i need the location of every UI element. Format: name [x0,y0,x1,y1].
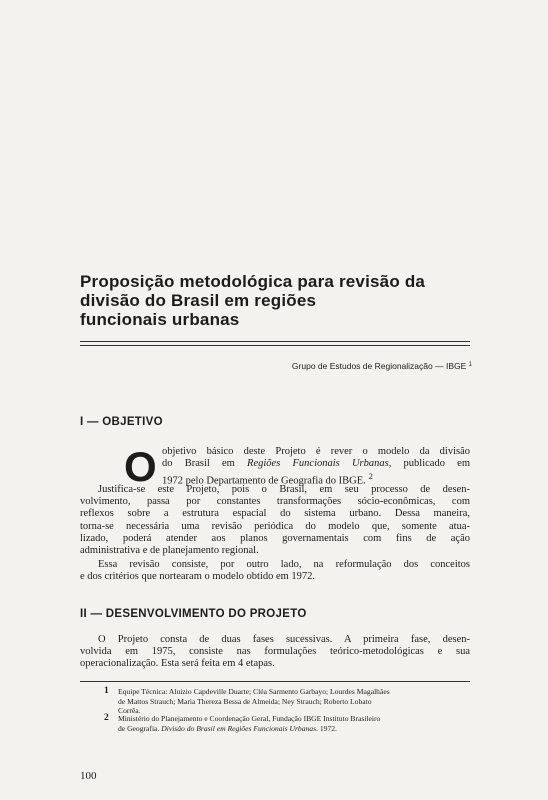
section-heading-desenvolvimento: II — DESENVOLVIMENTO DO PROJETO [80,608,307,620]
title-line: Proposição metodológica para revisão da [80,272,426,291]
article-title [80,272,480,329]
text-line: Essa revisão consiste, por outro lado, na reformulação dos conceitos [98,559,470,570]
text-line: torna-se necessária uma revisão periódica do modelo que, somente atua- [80,520,470,532]
author-text: Grupo de Estudos de Regionalização — IBGE [291,361,467,371]
text-line: reflexos sobre a estrutura espacial do sistema urbano. Dessa maneira, [80,508,470,520]
paragraph-objetivo-intro [162,446,470,488]
title-rule-top [80,341,470,342]
text-line: volvida em 1975, consiste nas formulações teórico-metodológicas e sua [80,646,470,658]
drop-cap: O [124,443,157,490]
footnote-line: Equipe Técnica: Aluizio Capdeville Duarte; Cléa Sarmento Garbayo; Lourdes Magalhães [118,687,390,696]
footnote-rule [80,681,470,682]
paragraph-revisao [80,559,470,583]
author-line [292,361,472,371]
text-line: e dos critérios que nortearam o modelo obtido em 1972. [80,571,316,583]
footnote-line: Corrêa. [118,706,141,715]
text-line: operacionalização. Esta será feita em 4 etapas. [80,658,275,670]
page-number: 100 [80,770,97,782]
footnote-body [118,714,470,733]
text-line: O Projeto consta de duas fases sucessivas. A primeira fase, desen- [98,634,470,645]
text-line: Justifica-se este Projeto, pois o Brasil, em seu processo de desen- [98,484,470,495]
section-heading-objetivo: I — OBJETIVO [80,416,163,428]
text-line: administrativa e de planejamento regional. [80,545,259,557]
footnote-line: de Mattos Strauch; Maria Therezа Bessa de Almeida; Ney Strauch; Roberto Lobato [118,696,372,706]
title-line: divisão do Brasil em regiões [80,291,317,310]
footnote-number: 2 [104,713,109,723]
paragraph-projeto [80,634,470,671]
footnote-line: de Geografia. Divisão do Brasil em Regiões Funcionais Urbanas. 1972. [118,723,337,733]
title-line: funcionais urbanas [80,310,240,329]
text-line: lizado, poderá atender aos planos governamentais com fins de ação [80,532,470,544]
text-line: objetivo básico deste Projeto é rever o modelo da divisão [162,446,470,457]
text-line: volvimento, passa por constantes transformações sócio-econômicas, com [80,496,470,508]
footnote-line: Ministério do Planejamento e Coordenação Geral, Fundação IBGE Instituto Brasileiro [118,714,381,723]
footnote-body [118,687,470,716]
footnote-number: 1 [104,686,109,696]
author-footnote-ref: 1 [468,362,472,368]
title-rule-bottom [80,345,470,346]
paragraph-justificativa [80,484,470,557]
text-line: do Brasil em Regiões Funcionais Urbanas, publicado em [162,458,470,470]
text-line: 1972 pelo Departamento de Geografia do IBGE. $^2$ [162,471,373,487]
